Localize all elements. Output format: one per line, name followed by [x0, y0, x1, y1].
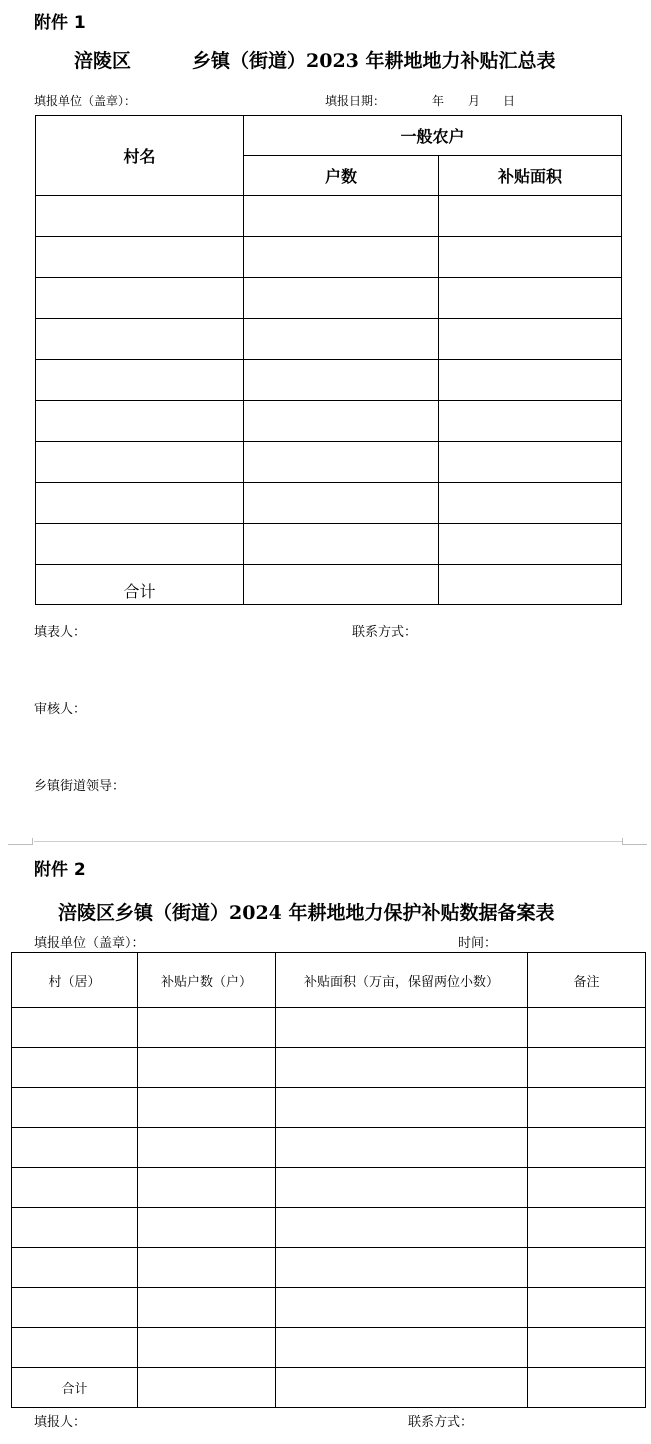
area-cell[interactable]: [276, 1008, 528, 1048]
subsidy-summary-table: [35, 115, 622, 605]
header-subsidy-area: 补贴面积: [439, 156, 622, 196]
date-year-label: 年: [432, 94, 445, 108]
area-cell[interactable]: [276, 1288, 528, 1328]
village-cell[interactable]: [36, 524, 244, 565]
page-corner-mark-right: [622, 838, 647, 845]
remarks-cell[interactable]: [528, 1088, 646, 1128]
total-households-cell[interactable]: [244, 565, 439, 605]
table-row: [12, 1088, 646, 1128]
total-label: 合计: [36, 565, 244, 605]
village-cell[interactable]: [12, 1088, 138, 1128]
area-cell[interactable]: [439, 360, 622, 401]
households-cell[interactable]: [244, 237, 439, 278]
table-row: [12, 1168, 646, 1208]
remarks-cell[interactable]: [528, 1008, 646, 1048]
households-cell[interactable]: [138, 1208, 276, 1248]
filler-label: 填表人：: [34, 625, 87, 640]
village-cell[interactable]: [12, 1008, 138, 1048]
village-cell[interactable]: [12, 1168, 138, 1208]
table-row: [12, 1248, 646, 1288]
households-cell[interactable]: [138, 1128, 276, 1168]
total-remarks-cell[interactable]: [528, 1368, 646, 1408]
remarks-cell[interactable]: [528, 1168, 646, 1208]
page-corner-mark-left: [8, 838, 33, 845]
village-cell[interactable]: [12, 1208, 138, 1248]
header-village-name: 村名: [36, 116, 244, 196]
households-cell[interactable]: [138, 1328, 276, 1368]
households-cell[interactable]: [138, 1248, 276, 1288]
village-cell[interactable]: [12, 1128, 138, 1168]
households-cell[interactable]: [244, 360, 439, 401]
header-subsidy-households: 补贴户数（户）: [138, 953, 276, 1008]
households-cell[interactable]: [244, 319, 439, 360]
area-cell[interactable]: [276, 1048, 528, 1088]
village-cell[interactable]: [36, 196, 244, 237]
households-cell[interactable]: [244, 483, 439, 524]
page1-title: 乡镇（街道）2023 年耕地地力补贴汇总表: [192, 50, 556, 72]
attachment-1-label: 附件 1: [34, 13, 86, 33]
header-remarks: 备注: [528, 953, 646, 1008]
area-cell[interactable]: [276, 1088, 528, 1128]
remarks-cell[interactable]: [528, 1248, 646, 1288]
table-row: [36, 278, 622, 319]
households-cell[interactable]: [138, 1288, 276, 1328]
households-cell[interactable]: [244, 196, 439, 237]
table-row: [36, 401, 622, 442]
area-cell[interactable]: [276, 1208, 528, 1248]
table-row: [12, 1128, 646, 1168]
page-break-line: [34, 841, 623, 842]
table-row: [36, 442, 622, 483]
header-subsidy-area-mu: 补贴面积（万亩，保留两位小数）: [276, 953, 528, 1008]
village-cell[interactable]: [12, 1048, 138, 1088]
header-households: 户数: [244, 156, 439, 196]
subsidy-record-table: [11, 952, 646, 1408]
total-area-cell[interactable]: [439, 565, 622, 605]
attachment-2-label: 附件 2: [34, 860, 86, 880]
village-cell[interactable]: [36, 319, 244, 360]
fill-date-label: 填报日期：: [325, 94, 386, 108]
page2-fill-unit-label: 填报单位（盖章）：: [34, 936, 145, 951]
table-row: [12, 1208, 646, 1248]
total-label: 合计: [12, 1368, 138, 1408]
households-cell[interactable]: [244, 401, 439, 442]
township-leader-label: 乡镇街道领导：: [34, 779, 126, 794]
table-row: [12, 1008, 646, 1048]
area-cell[interactable]: [276, 1248, 528, 1288]
area-cell[interactable]: [439, 442, 622, 483]
area-cell[interactable]: [439, 319, 622, 360]
remarks-cell[interactable]: [528, 1288, 646, 1328]
remarks-cell[interactable]: [528, 1208, 646, 1248]
table-row: [12, 1328, 646, 1368]
table-row: [12, 1288, 646, 1328]
page2-title: 涪陵区乡镇（街道）2024 年耕地地力保护补贴数据备案表: [58, 902, 555, 924]
area-cell[interactable]: [439, 483, 622, 524]
village-cell[interactable]: [12, 1288, 138, 1328]
village-cell[interactable]: [12, 1248, 138, 1288]
fill-unit-label: 填报单位（盖章）：: [34, 94, 137, 108]
contact-label: 联系方式：: [352, 625, 418, 640]
area-cell[interactable]: [439, 278, 622, 319]
table-row: [36, 483, 622, 524]
date-day-label: 日: [503, 94, 516, 108]
households-cell[interactable]: [244, 442, 439, 483]
village-cell[interactable]: [12, 1328, 138, 1368]
page-break-separator: [0, 838, 651, 846]
households-cell[interactable]: [138, 1168, 276, 1208]
table-row: [36, 237, 622, 278]
village-cell[interactable]: [36, 237, 244, 278]
village-cell[interactable]: [36, 483, 244, 524]
households-cell[interactable]: [244, 524, 439, 565]
area-cell[interactable]: [276, 1168, 528, 1208]
reviewer-label: 审核人：: [34, 702, 87, 717]
page2-contact-label: 联系方式：: [408, 1415, 474, 1430]
households-cell[interactable]: [244, 278, 439, 319]
households-cell[interactable]: [138, 1088, 276, 1128]
households-cell[interactable]: [138, 1048, 276, 1088]
remarks-cell[interactable]: [528, 1328, 646, 1368]
header-general-farmers: 一般农户: [244, 116, 622, 156]
area-cell[interactable]: [276, 1128, 528, 1168]
village-cell[interactable]: [36, 278, 244, 319]
remarks-cell[interactable]: [528, 1128, 646, 1168]
area-cell[interactable]: [439, 524, 622, 565]
table-row: [36, 524, 622, 565]
area-cell[interactable]: [439, 196, 622, 237]
village-cell[interactable]: [36, 360, 244, 401]
area-cell[interactable]: [276, 1328, 528, 1368]
households-cell[interactable]: [138, 1008, 276, 1048]
village-cell[interactable]: [36, 442, 244, 483]
remarks-cell[interactable]: [528, 1048, 646, 1088]
header-village-residence: 村（居）: [12, 953, 138, 1008]
area-cell[interactable]: [439, 237, 622, 278]
village-cell[interactable]: [36, 401, 244, 442]
total-row: [36, 565, 622, 605]
page2-time-label: 时间：: [458, 936, 498, 951]
table-row: [36, 196, 622, 237]
page2-filler-label: 填报人：: [34, 1415, 87, 1430]
area-cell[interactable]: [439, 401, 622, 442]
table-row: [12, 1048, 646, 1088]
table-row: [36, 360, 622, 401]
total-area-cell[interactable]: [276, 1368, 528, 1408]
table-row: [36, 319, 622, 360]
total-row: [12, 1368, 646, 1408]
date-month-label: 月: [468, 94, 481, 108]
page1-title-district: 涪陵区: [74, 50, 132, 72]
total-households-cell[interactable]: [138, 1368, 276, 1408]
